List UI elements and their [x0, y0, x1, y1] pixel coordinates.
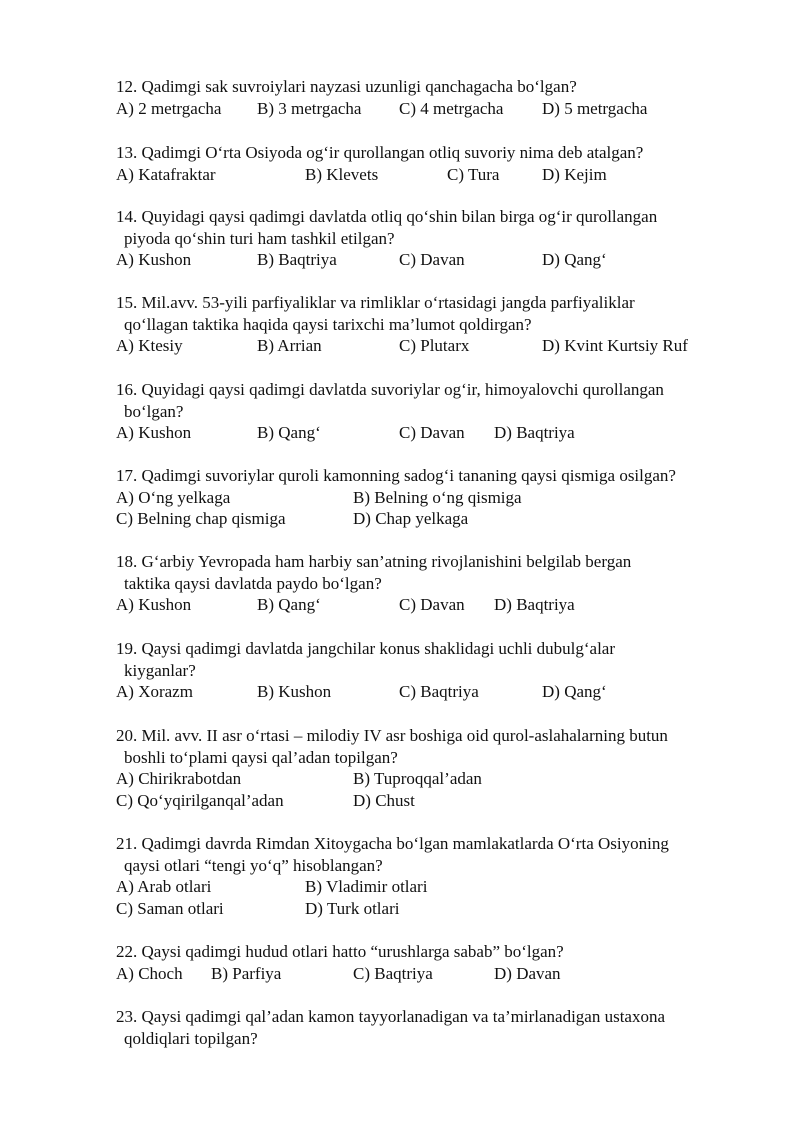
question-line: qaysi otlari “tengi yo‘q” hisoblangan?: [124, 855, 383, 875]
answer-option: D) Kvint Kurtsiy Ruf: [542, 336, 688, 355]
answer-options-row: [116, 335, 756, 357]
answer-option: C) Tura: [447, 164, 500, 184]
answer-option: B) Qang‘: [257, 595, 321, 614]
question-block: [116, 725, 756, 811]
question-text: [116, 465, 756, 487]
answer-option: A) Kushon: [116, 595, 192, 614]
question-line: 19. Qaysi qadimgi davlatda jangchilar konus shaklidagi uchli dubulg‘alar: [116, 639, 616, 658]
question-block: [116, 833, 756, 919]
answer-options-row: [116, 681, 756, 703]
question-line: 16. Quyidagi qaysi qadimgi davlatda suvoriylar og‘ir, himoyalovchi qurollangan: [116, 380, 664, 399]
question-line: bo‘lgan?: [124, 401, 184, 421]
question-text: [116, 379, 756, 422]
answer-option: A) O‘ng yelkaga: [116, 487, 231, 507]
question-line: piyoda qo‘shin turi ham tashkil etilgan?: [124, 228, 395, 248]
answer-option: B) Tuproqqal’adan: [353, 769, 482, 788]
question-text: [116, 76, 756, 98]
answer-option: C) Belning chap qismiga: [116, 509, 286, 528]
answer-option: D) Kejim: [542, 164, 607, 184]
answer-option: C) Qo‘yqirilganqal’adan: [116, 790, 284, 810]
answer-option: C) Davan: [399, 250, 465, 269]
answer-option: B) Belning o‘ng qismiga: [353, 487, 522, 507]
answer-option: C) Davan: [399, 423, 465, 442]
answer-options-row: [116, 898, 756, 920]
answer-option: A) Kushon: [116, 423, 192, 442]
answer-option: D) 5 metrgacha: [542, 98, 648, 118]
answer-options-row: [116, 422, 756, 444]
answer-option: A) 2 metrgacha: [116, 98, 222, 118]
answer-option: D) Baqtriya: [494, 423, 575, 442]
question-line: qo‘llagan taktika haqida qaysi tarixchi ma’lumot qoldirgan?: [124, 314, 532, 334]
answer-option: D) Chap yelkaga: [353, 509, 469, 528]
answer-option: B) Baqtriya: [257, 250, 337, 269]
answer-option: B) 3 metrgacha: [257, 98, 362, 118]
question-block: [116, 551, 756, 616]
question-text: [116, 833, 756, 876]
question-line: 12. Qadimgi sak suvroiylari nayzasi uzunligi qanchagacha bo‘lgan?: [116, 77, 577, 96]
answer-options-row: [116, 487, 756, 509]
answer-option: C) 4 metrgacha: [399, 98, 504, 118]
answer-option: A) Arab otlari: [116, 877, 212, 896]
question-line: kiyganlar?: [124, 660, 196, 680]
question-line: 17. Qadimgi suvoriylar quroli kamonning sadog‘i tananing qaysi qismiga osilgan?: [116, 466, 676, 485]
answer-option: C) Baqtriya: [399, 682, 479, 701]
answer-option: C) Baqtriya: [353, 963, 433, 983]
question-block: [116, 206, 756, 271]
answer-option: D) Baqtriya: [494, 595, 575, 614]
question-line: 21. Qadimgi davrda Rimdan Xitoygacha bo‘lgan mamlakatlarda O‘rta Osiyoning: [116, 834, 669, 853]
answer-options-row: [116, 790, 756, 812]
question-text: [116, 551, 756, 594]
answer-option: B) Parfiya: [211, 963, 282, 983]
answer-option: A) Kushon: [116, 250, 192, 269]
question-block: [116, 941, 756, 984]
answer-options-row: [116, 963, 756, 985]
answer-option: A) Chirikrabotdan: [116, 769, 242, 788]
answer-option: A) Choch: [116, 963, 183, 983]
answer-option: D) Chust: [353, 790, 415, 810]
question-text: [116, 206, 756, 249]
question-line: taktika qaysi davlatda paydo bo‘lgan?: [124, 573, 382, 593]
answer-options-row: [116, 164, 756, 186]
answer-option: D) Turk otlari: [305, 898, 400, 918]
question-text: [116, 1006, 756, 1049]
question-line: qoldiqlari topilgan?: [124, 1028, 258, 1048]
answer-option: B) Kushon: [257, 682, 332, 701]
answer-option: D) Davan: [494, 963, 561, 983]
answer-options-row: [116, 876, 756, 898]
answer-options-row: [116, 594, 756, 616]
answer-option: D) Qang‘: [542, 682, 607, 701]
question-line: 18. G‘arbiy Yevropada ham harbiy san’atning rivojlanishini belgilab bergan: [116, 552, 632, 571]
answer-option: A) Ktesiy: [116, 336, 183, 355]
answer-option: B) Vladimir otlari: [305, 877, 428, 896]
question-text: [116, 638, 756, 681]
answer-options-row: [116, 768, 756, 790]
question-line: 14. Quyidagi qaysi qadimgi davlatda otliq qo‘shin bilan birga og‘ir qurollangan: [116, 207, 658, 226]
question-line: 15. Mil.avv. 53-yili parfiyaliklar va rimliklar o‘rtasidagi jangda parfiyaliklar: [116, 293, 635, 312]
answer-option: B) Qang‘: [257, 423, 321, 442]
question-line: 13. Qadimgi O‘rta Osiyoda og‘ir qurollangan otliq suvoriy nima deb atalgan?: [116, 143, 644, 162]
answer-option: C) Plutarx: [399, 336, 470, 355]
question-text: [116, 941, 756, 963]
answer-options-row: [116, 98, 756, 120]
answer-option: C) Saman otlari: [116, 898, 224, 918]
question-text: [116, 142, 756, 164]
question-block: [116, 1006, 756, 1049]
question-line: 22. Qaysi qadimgi hudud otlari hatto “urushlarga sabab” bo‘lgan?: [116, 942, 564, 961]
question-line: 20. Mil. avv. II asr o‘rtasi – milodiy IV asr boshiga oid qurol-aslahalarning butun: [116, 726, 668, 745]
answer-option: B) Arrian: [257, 336, 322, 355]
answer-option: A) Xorazm: [116, 682, 193, 701]
answer-option: C) Davan: [399, 595, 465, 614]
question-line: 23. Qaysi qadimgi qal’adan kamon tayyorlanadigan va ta’mirlanadigan ustaxona: [116, 1007, 666, 1026]
question-text: [116, 292, 756, 335]
question-block: [116, 292, 756, 357]
question-line: boshli to‘plami qaysi qal’adan topilgan?: [124, 747, 398, 767]
question-block: [116, 379, 756, 444]
question-block: [116, 638, 756, 703]
question-block: [116, 465, 756, 530]
answer-option: B) Klevets: [305, 164, 379, 184]
answer-option: D) Qang‘: [542, 250, 607, 269]
question-block: [116, 142, 756, 185]
question-text: [116, 725, 756, 768]
answer-options-row: [116, 249, 756, 271]
answer-option: A) Katafraktar: [116, 164, 216, 184]
answer-options-row: [116, 508, 756, 530]
question-block: [116, 76, 756, 119]
